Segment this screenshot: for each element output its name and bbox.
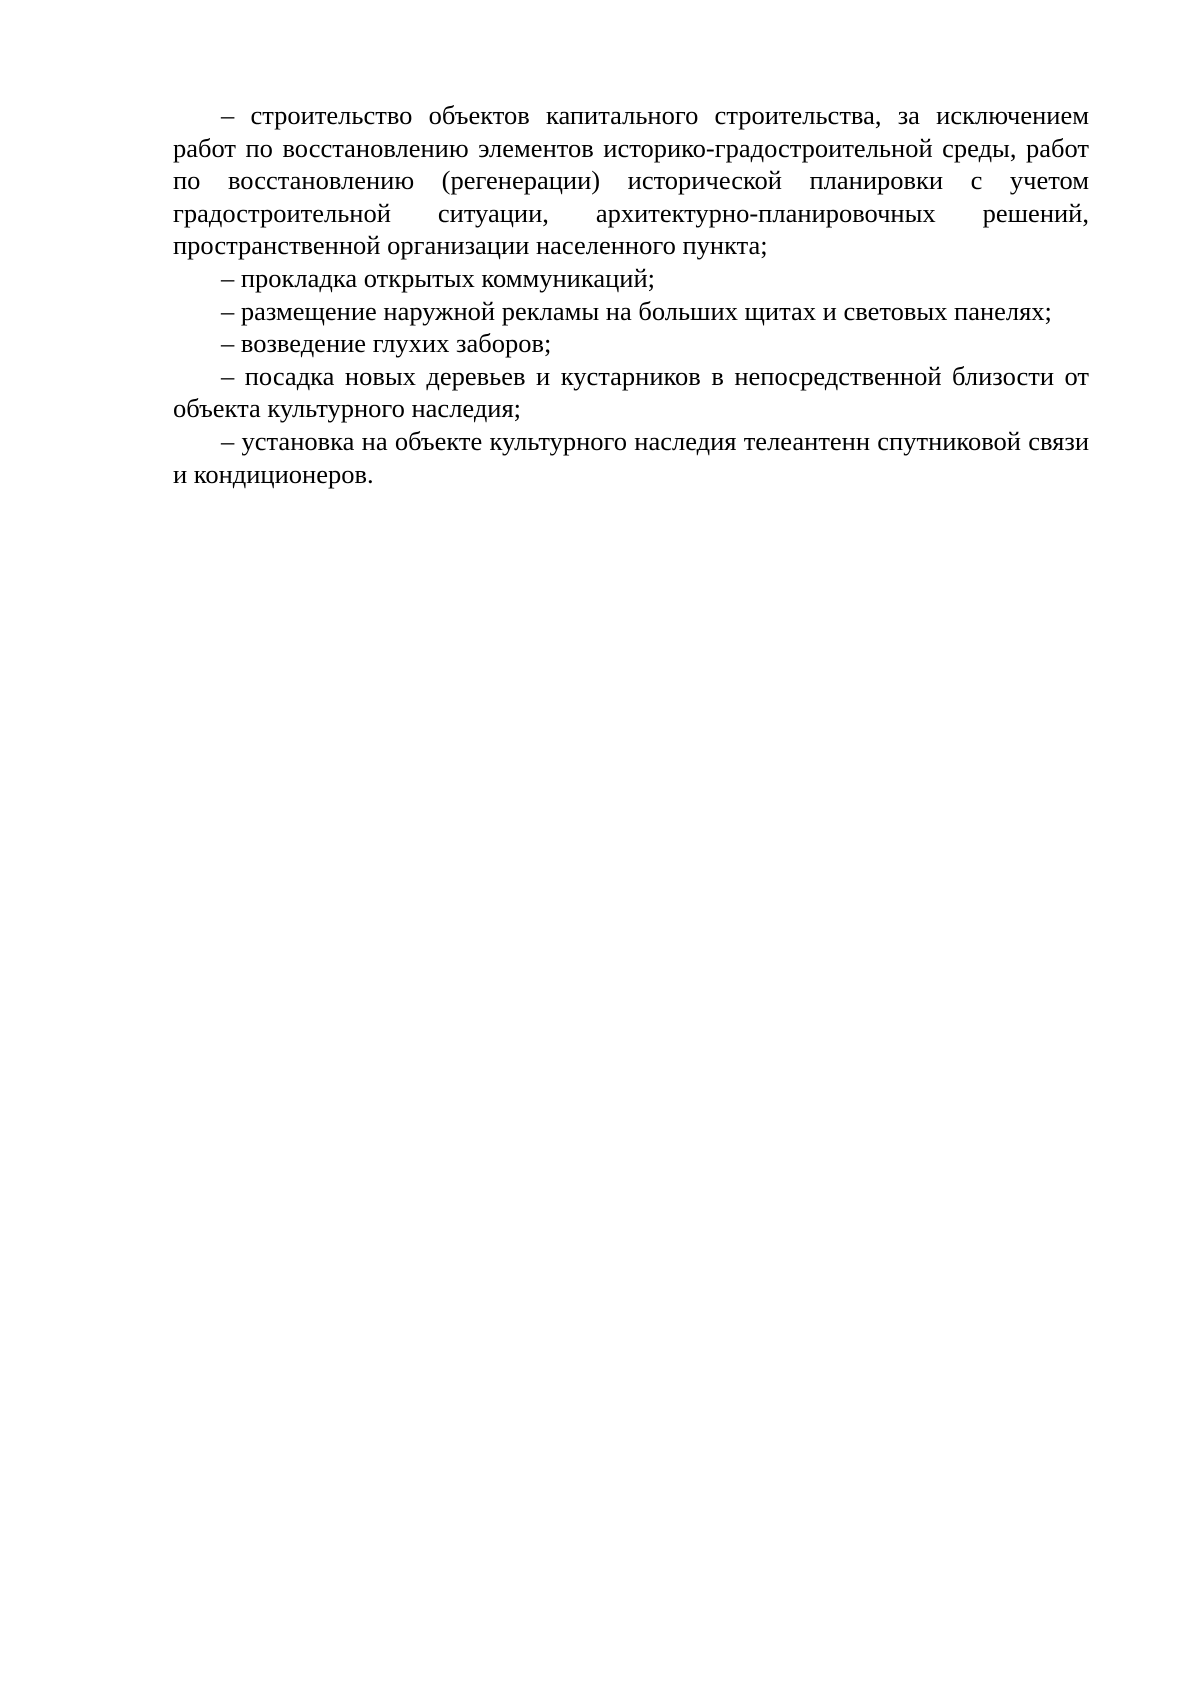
list-item-outdoor-advertising: – размещение наружной рекламы на больших щитах и световых панелях; xyxy=(221,295,1052,326)
list-item-open-communications: – прокладка открытых коммуникаций; xyxy=(221,262,656,293)
list-item-antennas-conditioners: – установка на объекте культурного наследия телеантенн спутниковой связи и кондиционеров. xyxy=(173,425,1089,489)
list-item-blind-fences: – возведение глухих заборов; xyxy=(221,328,552,359)
restrictions-list xyxy=(173,99,1089,490)
list-item-construction: – строительство объектов капитального строительства, за исключением работ по восстановлению элементов историко-градостроительной среды, работ по восстановлению (регенерации) исторической планировки с учетом градостроительной ситуации, архитектурно-планировочных решений, пространственной организации населенного пункта; xyxy=(173,100,1089,261)
list-item-tree-planting: – посадка новых деревьев и кустарников в непосредственной близости от объекта культурного наследия; xyxy=(173,360,1089,424)
